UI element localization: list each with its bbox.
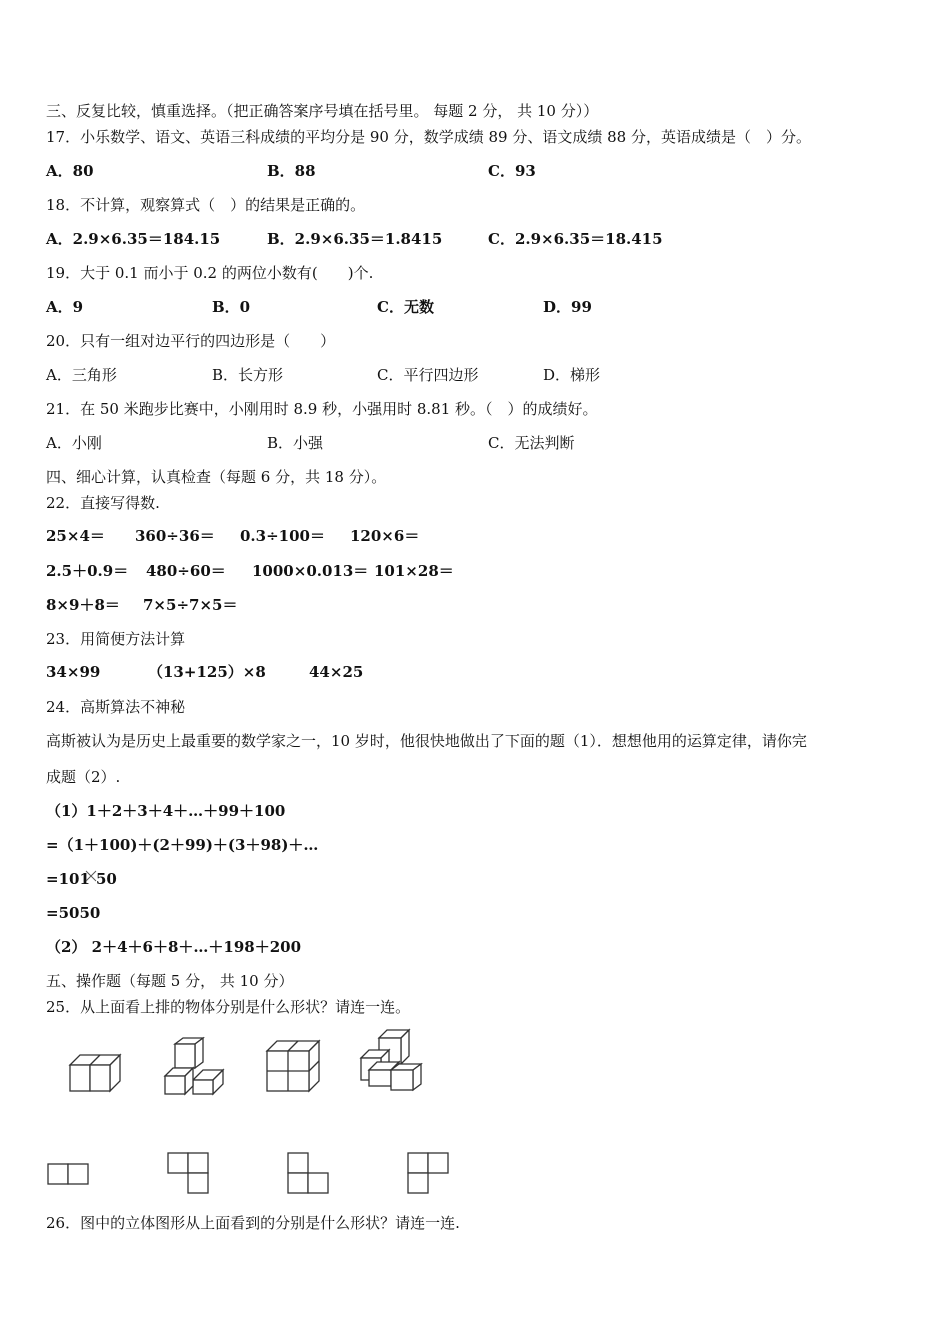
q20-option-d: D．梯形 — [543, 366, 601, 384]
q19-option-d: D．99 — [543, 298, 592, 316]
q22-item: 101×28＝ — [374, 562, 454, 580]
q17-option-a: A．80 — [46, 162, 94, 180]
q18-option-a: A．2.9×6.35＝184.15 — [46, 230, 221, 248]
q19-stem: 19．大于 0.1 而小于 0.2 的两位小数有( )个. — [46, 264, 374, 282]
q21-option-a: A．小刚 — [46, 434, 102, 452]
q21-option-c: C．无法判断 — [488, 434, 575, 452]
q18-option-c: C．2.9×6.35＝18.415 — [488, 230, 663, 248]
q20-option-a: A．三角形 — [46, 366, 117, 384]
solid-figure-1 — [68, 1051, 124, 1093]
q24-work-line: =（1＋100)＋(2＋99)＋(3＋98)＋… — [46, 836, 319, 854]
q25-stem: 25．从上面看上排的物体分别是什么形状？请连一连。 — [46, 998, 411, 1016]
q24-paragraph-line1: 高斯被认为是历史上最重要的数学家之一，10 岁时，他很快地做出了下面的题（1）．想想他用的运算定律，请你完 — [46, 732, 807, 750]
solid-figure-2 — [163, 1036, 225, 1096]
q24-work-line: =101 — [46, 870, 90, 888]
q24-work-line: （2） 2＋4＋6＋8＋…＋198＋200 — [46, 938, 302, 956]
q22-item: 8×9＋8＝ — [46, 596, 120, 614]
q23-stem: 23．用简便方法计算 — [46, 630, 186, 648]
q22-item: 480÷60＝ — [146, 562, 226, 580]
q18-stem: 18．不计算，观察算式（ ）的结果是正确的。 — [46, 196, 366, 214]
q20-option-b: B．长方形 — [212, 366, 284, 384]
q23-item: 34×99 — [46, 663, 101, 681]
q22-item: 2.5＋0.9＝ — [46, 562, 129, 580]
q17-stem: 17．小乐数学、语文、英语三科成绩的平均分是 90 分，数学成绩 89 分、语文成绩 88 分，英语成绩是（ ）分。 — [46, 128, 811, 146]
q21-stem: 21．在 50 米跑步比赛中，小刚用时 8.9 秒，小强用时 8.81 秒。（ ）的成绩好。 — [46, 400, 598, 418]
q22-item: 25×4＝ — [46, 527, 105, 545]
q17-option-b: B．88 — [267, 162, 316, 180]
top-view-4 — [406, 1151, 452, 1195]
q22-stem: 22．直接写得数. — [46, 494, 160, 512]
q23-item: 44×25 — [309, 663, 364, 681]
top-view-1 — [47, 1162, 91, 1186]
top-view-2 — [166, 1151, 210, 1195]
section5-heading: 五、操作题（每题 5 分， 共 10 分） — [46, 972, 294, 990]
solid-figure-3 — [265, 1039, 321, 1093]
q20-option-c: C．平行四边形 — [377, 366, 479, 384]
section3-heading: 三、反复比较，慎重选择。（把正确答案序号填在括号里。 每题 2 分， 共 10 分）） — [46, 102, 599, 120]
q21-option-b: B．小强 — [267, 434, 324, 452]
q18-option-b: B．2.9×6.35＝1.8415 — [267, 230, 443, 248]
q22-item: 1000×0.013＝ — [252, 562, 369, 580]
solid-figure-4 — [359, 1028, 423, 1094]
q22-item: 360÷36＝ — [135, 527, 215, 545]
q24-paragraph-line2: 成题（2）. — [46, 768, 121, 786]
section4-heading: 四、细心计算，认真检查（每题 6 分，共 18 分）。 — [46, 468, 387, 486]
q22-item: 0.3÷100＝ — [240, 527, 325, 545]
q26-stem: 26．图中的立体图形从上面看到的分别是什么形状？请连一连. — [46, 1214, 460, 1232]
q24-stem: 24．高斯算法不神秘 — [46, 698, 186, 716]
q19-option-a: A．9 — [46, 298, 84, 316]
q19-option-b: B．0 — [212, 298, 251, 316]
q19-option-c: C．无数 — [377, 298, 434, 316]
q24-work-line: （1）1＋2＋3＋4＋…＋99＋100 — [46, 802, 286, 820]
q20-stem: 20．只有一组对边平行的四边形是（ ） — [46, 332, 336, 350]
q24-work-line: =5050 — [46, 904, 101, 922]
q23-item: （13+125）×8 — [148, 663, 266, 681]
q22-item: 7×5÷7×5＝ — [143, 596, 238, 614]
q24-work-line: 50 — [96, 870, 117, 888]
q17-option-c: C．93 — [488, 162, 536, 180]
q22-item: 120×6＝ — [350, 527, 420, 545]
top-view-3 — [286, 1151, 330, 1195]
